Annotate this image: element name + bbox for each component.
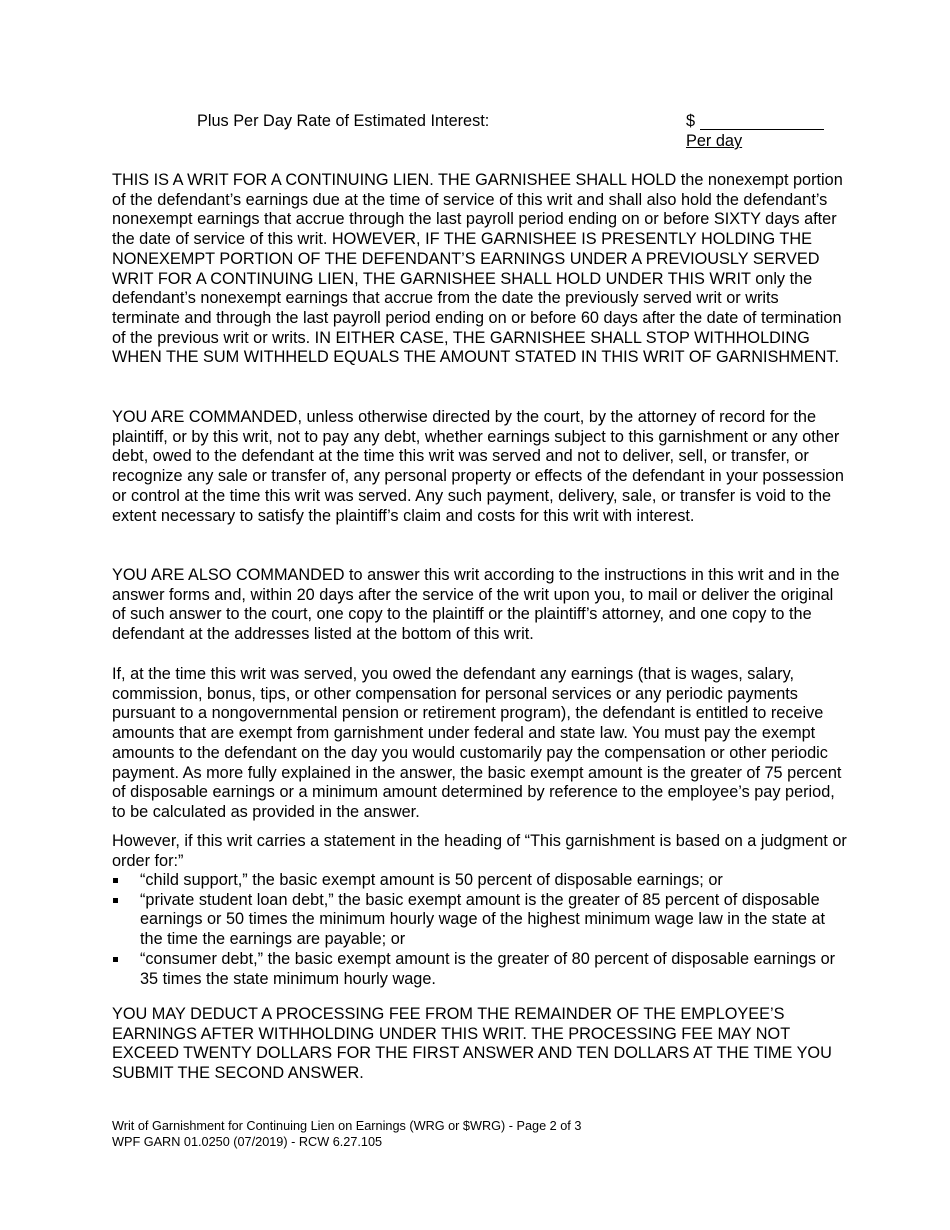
square-bullet-icon xyxy=(113,957,118,962)
bullet-text: “private student loan debt,” the basic exempt amount is the greater of 85 percent of disposable earnings or 50 times the minimum hourly wage of the highest minimum wage law in the state at the time the earnings are payable; or xyxy=(140,890,826,949)
processing-fee-paragraph: YOU MAY DEDUCT A PROCESSING FEE FROM THE REMAINDER OF THE EMPLOYEE’S EARNINGS AFTER WITHHOLDING UNDER THIS WRIT. THE PROCESSING FEE MAY NOT EXCEED TWENTY DOLLARS FOR THE FIRST ANSWER AND TEN DOLLARS AT THE TIME YOU SUBMIT THE SECOND ANSWER. xyxy=(112,1005,832,1083)
list-item xyxy=(112,950,847,989)
interest-amount-blank xyxy=(700,129,824,130)
square-bullet-icon xyxy=(113,898,118,903)
square-bullet-icon xyxy=(113,878,118,883)
footer-form-code: WPF GARN 01.0250 (07/2019) - RCW 6.27.105 xyxy=(112,1134,383,1149)
commanded-paragraph: YOU ARE COMMANDED, unless otherwise directed by the court, by the attorney of record for the plaintiff, or by this writ, not to pay any debt, whether earnings subject to this garnishment or any other debt, owed to the defendant at the time this writ was served and not to deliver, sell, or transfer, or recognize any sale or transfer of, any personal property or effects of the defendant in your possession or control at the time this writ was served. Any such payment, delivery, sale, or transfer is void to the extent necessary to satisfy the plaintiff’s claim and costs for this writ with interest. xyxy=(112,408,844,525)
also-commanded-paragraph: YOU ARE ALSO COMMANDED to answer this writ according to the instructions in this writ and in the answer forms and, within 20 days after the service of the writ upon you, to mail or deliver the original of such answer to the court, one copy to the plaintiff or the plaintiff’s attorney, and one copy to the defendant at the addresses listed at the bottom of this writ. xyxy=(112,566,840,644)
continuing-lien-paragraph: THIS IS A WRIT FOR A CONTINUING LIEN. THE GARNISHEE SHALL HOLD the nonexempt portion of the defendant’s earnings due at the time of service of this writ and shall also hold the defendant’s nonexempt earnings that accrue through the last payroll period ending on or before SIXTY days after the date of service of this writ. HOWEVER, IF THE GARNISHEE IS PRESENTLY HOLDING THE NONEXEMPT PORTION OF THE DEFENDANT’S EARNINGS UNDER A PREVIOUSLY SERVED WRIT FOR A CONTINUING LIEN, THE GARNISHEE SHALL HOLD UNDER THIS WRIT only the defendant’s nonexempt earnings that accrue from the date the previously served writ or writs terminate and through the last payroll period ending on or before 60 days after the date of termination of the previous writ or writs. IN EITHER CASE, THE GARNISHEE SHALL STOP WITHHOLDING WHEN THE SUM WITHHELD EQUALS THE AMOUNT STATED IN THIS WRIT OF GARNISHMENT. xyxy=(112,171,843,367)
exempt-earnings-paragraph: If, at the time this writ was served, you owed the defendant any earnings (that is wages, salary, commission, bonus, tips, or other compensation for personal services or any periodic payments pursuant to a nongovernmental pension or retirement program), the defendant is entitled to receive amounts that are exempt from garnishment under federal and state law. You must pay the exempt amounts to the defendant on the day you would customarily pay the compensation or other periodic payment. As more fully explained in the answer, the basic exempt amount is the greater of 75 percent of disposable earnings or a minimum amount determined by reference to the employee’s pay period, to be calculated as provided in the answer. xyxy=(112,665,842,821)
per-day-label: Per day xyxy=(686,132,743,150)
currency-symbol: $ xyxy=(686,112,696,130)
list-item xyxy=(112,871,847,891)
interest-rate-label: Plus Per Day Rate of Estimated Interest: xyxy=(197,112,490,130)
page-footer xyxy=(112,1119,581,1150)
exemption-bullet-list xyxy=(112,871,847,989)
list-item xyxy=(112,891,847,950)
bullet-text: “consumer debt,” the basic exempt amount is the greater of 80 percent of disposable earnings or 35 times the state minimum hourly wage. xyxy=(140,949,836,988)
bullet-text: “child support,” the basic exempt amount is 50 percent of disposable earnings; or xyxy=(140,871,723,889)
however-paragraph: However, if this writ carries a statement in the heading of “This garnishment is based on a judgment or order for:” xyxy=(112,832,847,870)
footer-form-title: Writ of Garnishment for Continuing Lien on Earnings (WRG or $WRG) - Page 2 of 3 xyxy=(112,1119,582,1133)
